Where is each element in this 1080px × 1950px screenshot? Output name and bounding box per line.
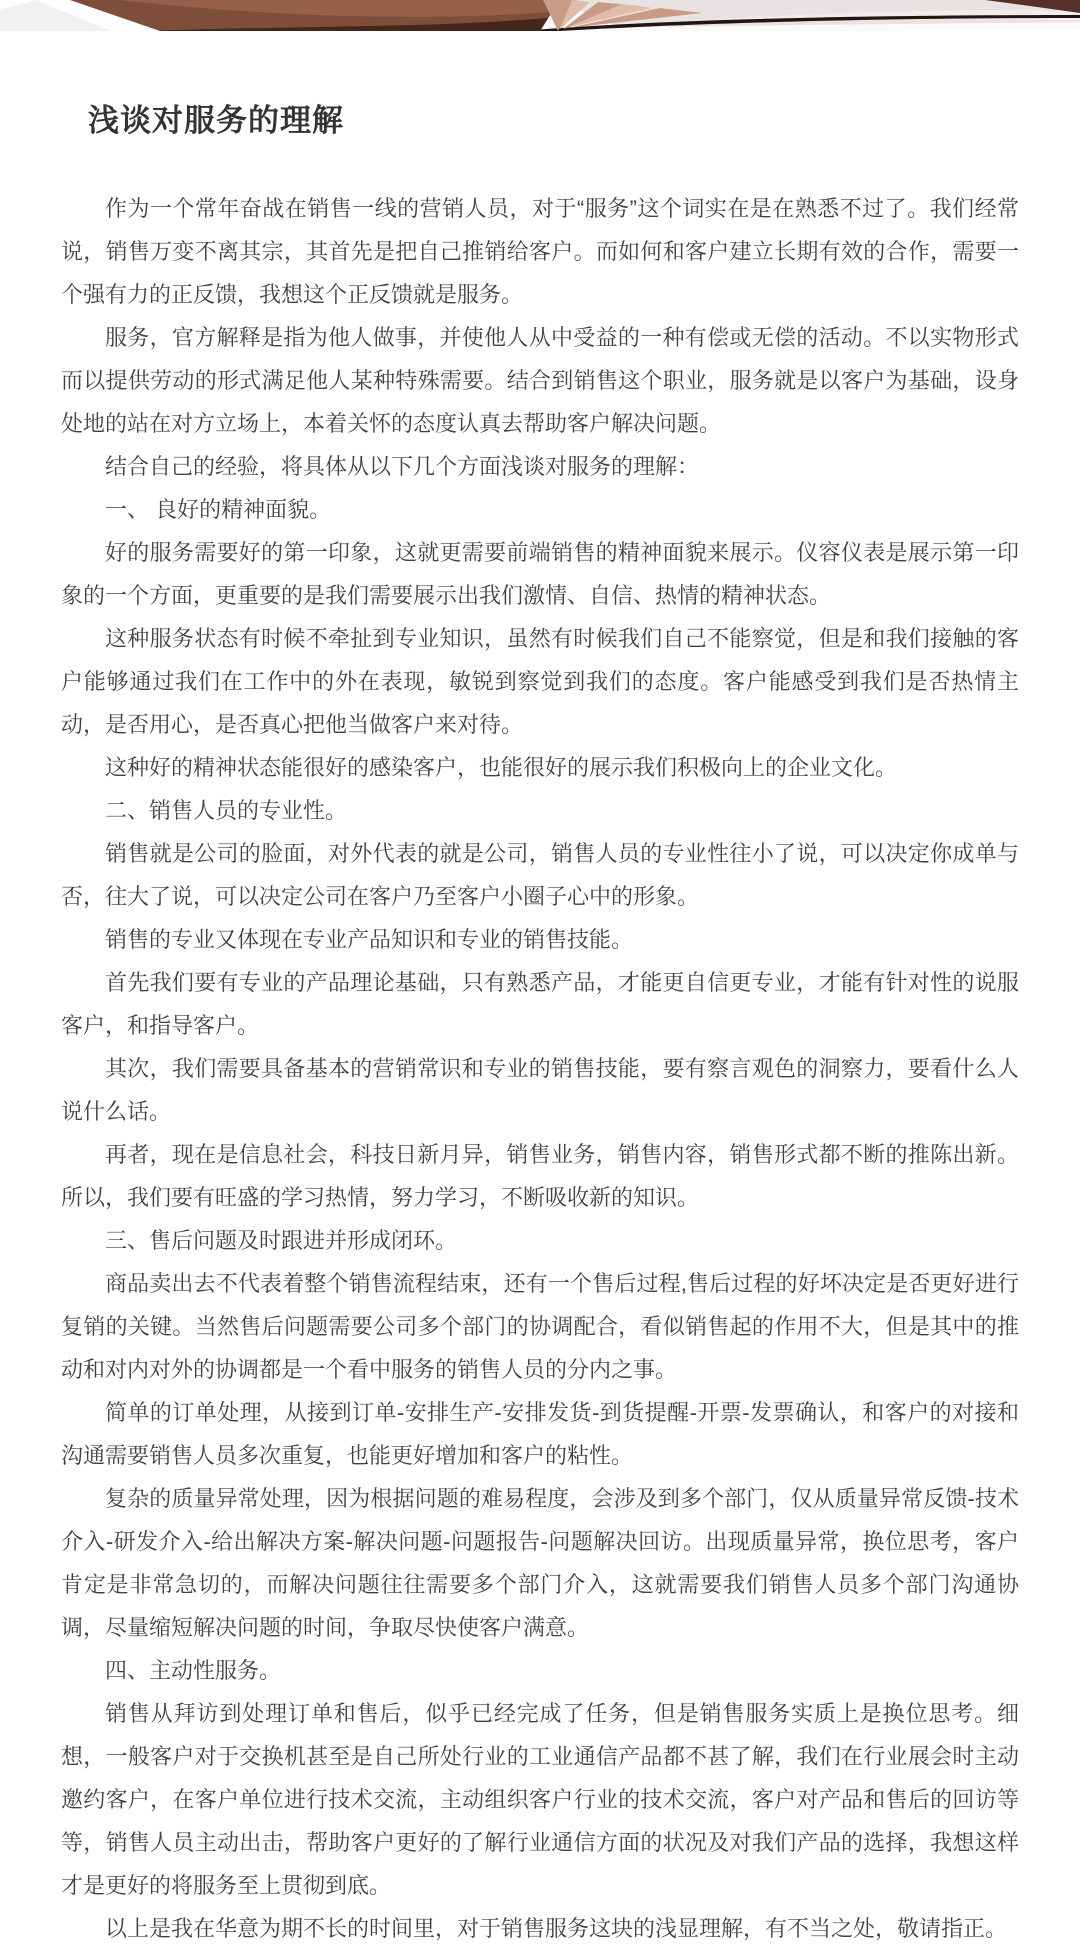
paragraph-intro-2: 服务，官方解释是指为他人做事，并使他人从中受益的一种有偿或无偿的活动。不以实物形式而以提供劳动的形式满足他人某种特殊需要。结合到销售这个职业，服务就是以客户为基础，设身处地的站在对方立场上，本着关怀的态度认真去帮助客户解决问题。 bbox=[61, 325, 1019, 436]
paragraph-intro-1: 作为一个常年奋战在销售一线的营销人员，对于“服务”这个词实在是在熟悉不过了。我们经常说，销售万变不离其宗，其首先是把自己推销给客户。而如何和客户建立长期有效的合作，需要一个强有力的正反馈，我想这个正反馈就是服务。 bbox=[61, 196, 1019, 307]
article-body bbox=[0, 101, 1080, 1950]
paragraph-s1-2: 这种服务状态有时候不牵扯到专业知识，虽然有时候我们自己不能察觉，但是和我们接触的客户能够通过我们在工作中的外在表现，敏锐到察觉到我们的态度。客户能感受到我们是否热情主动，是否用心，是否真心把他当做客户来对待。 bbox=[61, 626, 1019, 737]
paragraph-s2-2: 销售的专业又体现在专业产品知识和专业的销售技能。 bbox=[105, 927, 634, 952]
paragraph-s2-3: 首先我们要有专业的产品理论基础，只有熟悉产品，才能更自信更专业，才能有针对性的说服客户，和指导客户。 bbox=[61, 970, 1019, 1038]
paragraph-intro-3: 结合自己的经验，将具体从以下几个方面浅谈对服务的理解： bbox=[105, 454, 700, 479]
paragraph-s2-1: 销售就是公司的脸面，对外代表的就是公司，销售人员的专业性往小了说，可以决定你成单与否，往大了说，可以决定公司在客户乃至客户小圈子心中的形象。 bbox=[61, 841, 1019, 909]
paragraph-s3-2: 简单的订单处理，从接到订单-安排生产-安排发货-到货提醒-开票-发票确认，和客户的对接和沟通需要销售人员多次重复，也能更好增加和客户的粘性。 bbox=[61, 1400, 1019, 1468]
paragraph-closing: 以上是我在华意为期不长的时间里，对于销售服务这块的浅显理解，有不当之处，敬请指正。 bbox=[105, 1916, 1008, 1941]
paragraph-s2-5: 再者，现在是信息社会，科技日新月异，销售业务，销售内容，销售形式都不断的推陈出新。所以，我们要有旺盛的学习热情，努力学习，不断吸收新的知识。 bbox=[61, 1142, 1019, 1210]
section-heading-4: 四、主动性服务。 bbox=[105, 1658, 282, 1683]
paragraph-s4-1: 销售从拜访到处理订单和售后，似乎已经完成了任务，但是销售服务实质上是换位思考。细想，一般客户对于交换机甚至是自己所处行业的工业通信产品都不甚了解，我们在行业展会时主动邀约客户，在客户单位进行技术交流，主动组织客户行业的技术交流，客户对产品和售后的回访等等，销售人员主动出击，帮助客户更好的了解行业通信方面的状况及对我们产品的选择，我想这样才是更好的将服务至上贯彻到底。 bbox=[61, 1701, 1019, 1898]
section-heading-2: 二、销售人员的专业性。 bbox=[105, 798, 348, 823]
paragraph-s1-3: 这种好的精神状态能很好的感染客户，也能很好的展示我们积极向上的企业文化。 bbox=[105, 755, 898, 780]
paragraph-s2-4: 其次，我们需要具备基本的营销常识和专业的销售技能，要有察言观色的洞察力，要看什么人说什么话。 bbox=[61, 1056, 1019, 1124]
article-text bbox=[61, 187, 1019, 1950]
book-photo-banner bbox=[0, 0, 1080, 31]
paragraph-s3-3: 复杂的质量异常处理，因为根据问题的难易程度，会涉及到多个部门，仅从质量异常反馈-技术介入-研发介入-给出解决方案-解决问题-问题报告-问题解决回访。出现质量异常，换位思考，客户肯定是非常急切的，而解决问题往往需要多个部门介入，这就需要我们销售人员多个部门沟通协调，尽量缩短解决问题的时间，争取尽快使客户满意。 bbox=[61, 1486, 1019, 1640]
paragraph-s3-1: 商品卖出去不代表着整个销售流程结束，还有一个售后过程,售后过程的好坏决定是否更好进行复销的关键。当然售后问题需要公司多个部门的协调配合，看似销售起的作用不大，但是其中的推动和对内对外的协调都是一个看中服务的销售人员的分内之事。 bbox=[61, 1271, 1019, 1382]
book-photo-image bbox=[0, 0, 1080, 31]
paragraph-s1-1: 好的服务需要好的第一印象，这就更需要前端销售的精神面貌来展示。仪容仪表是展示第一印象的一个方面，更重要的是我们需要展示出我们激情、自信、热情的精神状态。 bbox=[61, 540, 1019, 608]
section-heading-1: 一、 良好的精神面貌。 bbox=[105, 497, 332, 522]
page-title: 浅谈对服务的理解 bbox=[88, 103, 344, 138]
section-heading-3: 三、售后问题及时跟进并形成闭环。 bbox=[105, 1228, 458, 1253]
